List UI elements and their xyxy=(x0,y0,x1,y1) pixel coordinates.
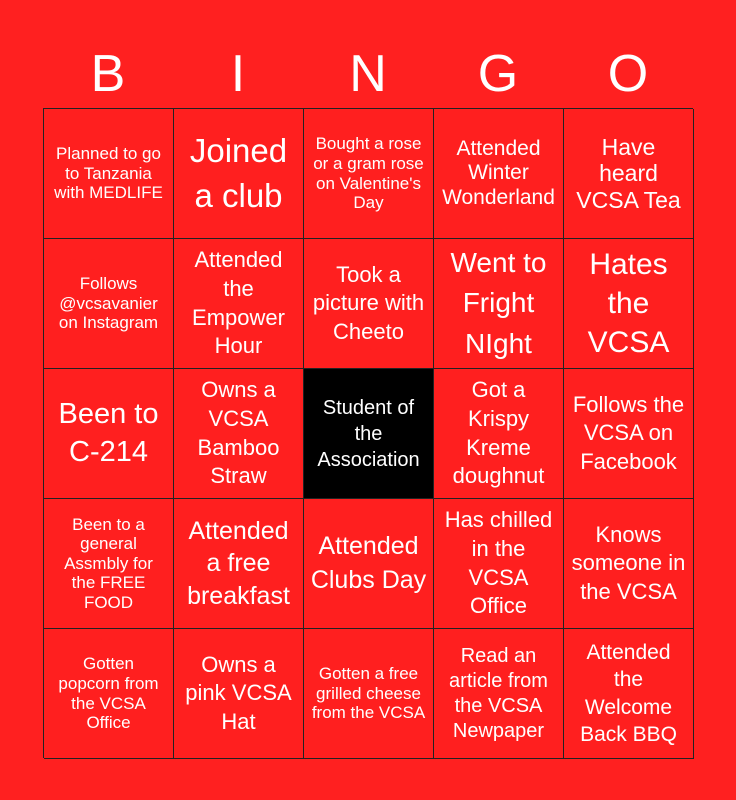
bingo-cell-r4c2[interactable] xyxy=(304,629,434,759)
bingo-cell-r1c1[interactable] xyxy=(174,239,304,369)
bingo-cell-text: Got a Krispy Kreme doughnut xyxy=(452,377,545,489)
free-space-text: Student of the Association xyxy=(317,396,420,471)
bingo-cell-r2c4[interactable] xyxy=(564,369,694,499)
bingo-cell-r4c4[interactable] xyxy=(564,629,694,759)
bingo-cell-text: Gotten a free grilled cheese from the VCSA xyxy=(311,664,426,723)
bingo-cell-r3c4[interactable] xyxy=(564,499,694,629)
bingo-cell-text: Been to C-214 xyxy=(58,397,159,468)
bingo-cell-text: Owns a pink VCSA Hat xyxy=(185,651,292,734)
bingo-title xyxy=(43,40,693,108)
bingo-cell-r1c4[interactable] xyxy=(564,239,694,369)
bingo-cell-text: Owns a VCSA Bamboo Straw xyxy=(197,377,280,489)
bingo-cell-r0c3[interactable] xyxy=(434,109,564,239)
bingo-cell-text: Attended Winter Wonderland xyxy=(442,137,555,209)
title-letter-n: N xyxy=(349,45,387,103)
title-letter-b: B xyxy=(90,45,126,103)
bingo-cell-r0c1[interactable] xyxy=(174,109,304,239)
bingo-cell-r0c0[interactable] xyxy=(44,109,174,239)
bingo-cell-text: Has chilled in the VCSA Office xyxy=(444,507,553,619)
bingo-cell-r2c0[interactable] xyxy=(44,369,174,499)
bingo-cell-text: Joined a club xyxy=(189,131,288,214)
bingo-cell-r3c3[interactable] xyxy=(434,499,564,629)
bingo-cell-r2c3[interactable] xyxy=(434,369,564,499)
bingo-cell-text: Been to a general Assmbly for the FREE FOOD xyxy=(64,514,153,612)
title-letter-i: I xyxy=(230,45,246,103)
bingo-cell-r4c0[interactable] xyxy=(44,629,174,759)
bingo-cell-text: Hates the VCSA xyxy=(587,248,670,359)
bingo-cell-text: Bought a rose or a gram rose on Valentine's Day xyxy=(313,134,424,213)
free-space xyxy=(304,369,434,499)
bingo-cell-text: Read an article from the VCSA Newpaper xyxy=(449,644,548,742)
bingo-cell-r3c2[interactable] xyxy=(304,499,434,629)
bingo-cell-text: Gotten popcorn from the VCSA Office xyxy=(58,654,159,733)
title-letter-o: O xyxy=(607,45,649,103)
bingo-cell-text: Went to Fright NIght xyxy=(450,246,547,359)
bingo-cell-r1c3[interactable] xyxy=(434,239,564,369)
bingo-cell-text: Follows @vcsavanier on Instagram xyxy=(58,274,159,333)
bingo-cell-text: Planned to go to Tanzania with MEDLIFE xyxy=(54,144,163,203)
bingo-card xyxy=(43,108,693,758)
bingo-cell-text: Attended the Empower Hour xyxy=(192,247,285,359)
bingo-cell-text: Took a picture with Cheeto xyxy=(312,261,425,344)
bingo-cell-text: Have heard VCSA Tea xyxy=(576,133,681,213)
bingo-cell-r0c2[interactable] xyxy=(304,109,434,239)
bingo-cell-text: Attended Clubs Day xyxy=(310,531,427,594)
title-letter-g: G xyxy=(477,45,519,103)
bingo-cell-r2c1[interactable] xyxy=(174,369,304,499)
bingo-cell-text: Attended a free breakfast xyxy=(187,516,290,610)
bingo-cell-r1c0[interactable] xyxy=(44,239,174,369)
bingo-cell-r4c1[interactable] xyxy=(174,629,304,759)
bingo-cell-text: Knows someone in the VCSA xyxy=(571,521,686,604)
bingo-cell-text: Attended the Welcome Back BBQ xyxy=(580,640,677,746)
bingo-cell-r4c3[interactable] xyxy=(434,629,564,759)
bingo-cell-r0c4[interactable] xyxy=(564,109,694,239)
bingo-cell-r3c1[interactable] xyxy=(174,499,304,629)
bingo-cell-text: Follows the VCSA on Facebook xyxy=(572,391,685,474)
bingo-cell-r3c0[interactable] xyxy=(44,499,174,629)
bingo-cell-r1c2[interactable] xyxy=(304,239,434,369)
